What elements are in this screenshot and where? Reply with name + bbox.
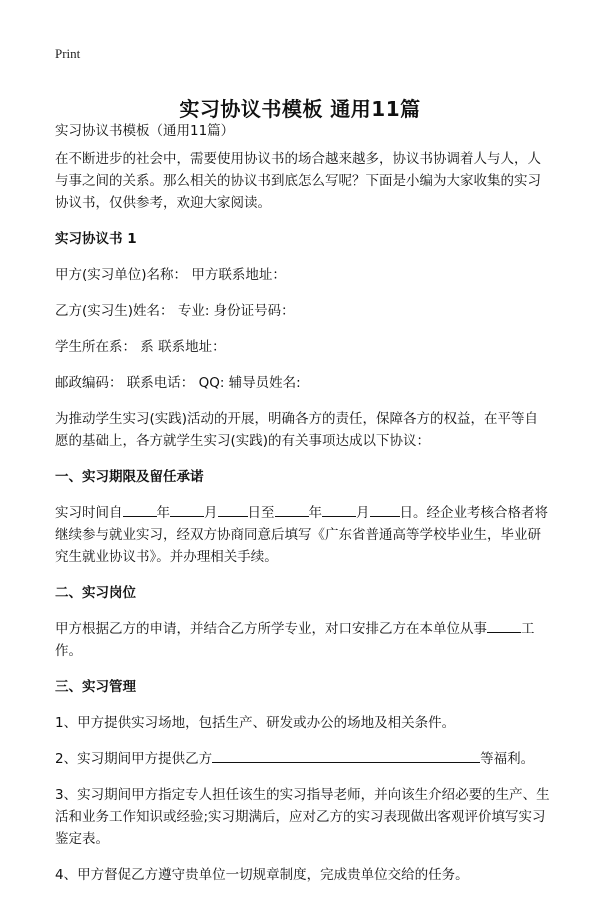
management-item-4: 4、甲方督促乙方遵守贵单位一切规章制度，完成贵单位交给的任务。	[55, 867, 469, 883]
management-item-2	[55, 748, 550, 770]
blank-start-day	[218, 502, 248, 517]
preamble-paragraph: 为推动学生实习(实践)活动的开展，明确各方的责任，保障各方的权益，在平等自愿的基础上，各方就学生实习(实践)的有关事项达成以下协议：	[55, 411, 539, 449]
period-paragraph	[55, 502, 550, 568]
school-line: 学生所在系： 系 联系地址：	[55, 339, 226, 355]
document-body	[55, 120, 550, 900]
party-a-line: 甲方(实习单位)名称： 甲方联系地址：	[55, 267, 286, 283]
item2-text-after: 等福利。	[480, 751, 535, 767]
party-b-line: 乙方(实习生)姓名： 专业: 身份证号码：	[55, 303, 295, 319]
blank-start-month	[170, 502, 204, 517]
contact-line: 邮政编码： 联系电话： QQ: 辅导员姓名:	[55, 375, 301, 391]
position-text-after: 工作。	[55, 621, 535, 659]
intro-paragraph: 在不断进步的社会中，需要使用协议书的场合越来越多，协议书协调着人与人，人与事之间的关系。那么相关的协议书到底怎么写呢？下面是小编为大家收集的实习协议书，仅供参考，欢迎大家阅读。	[55, 151, 541, 211]
print-link[interactable]: Print	[55, 46, 81, 61]
blank-end-day	[370, 502, 400, 517]
agreement-1-heading: 实习协议书 1	[55, 231, 137, 247]
period-year-label: 年	[156, 505, 170, 521]
blank-benefits	[212, 748, 480, 763]
position-text-before: 甲方根据乙方的申请，并结合乙方所学专业，对口安排乙方在本单位从事	[55, 621, 487, 637]
period-text-end: 日。经企业考核合格者将继续参与就业实习，经双方协商同意后填写《广东省普通高等学校毕业生，毕业研究生就业协议书》。并办理相关手续。	[55, 505, 548, 565]
position-paragraph	[55, 618, 550, 662]
blank-end-year	[275, 502, 309, 517]
period-year-label-2: 年	[308, 505, 322, 521]
blank-position	[487, 618, 521, 633]
section-position-heading: 二、实习岗位	[55, 585, 136, 601]
section-period-heading: 一、实习期限及留任承诺	[55, 469, 204, 485]
period-text-start: 实习时间自	[55, 505, 123, 521]
document-title: 实习协议书模板 通用11篇	[179, 97, 421, 122]
document-subtitle: 实习协议书模板（通用11篇）	[55, 123, 235, 139]
blank-start-year	[123, 502, 157, 517]
section-management-heading: 三、实习管理	[55, 679, 136, 695]
blank-end-month	[322, 502, 356, 517]
period-day-to-label: 日至	[247, 505, 275, 521]
period-month-label: 月	[204, 505, 218, 521]
period-month-label-2: 月	[356, 505, 370, 521]
item2-text-before: 2、实习期间甲方提供乙方	[55, 751, 213, 767]
management-item-1: 1、甲方提供实习场地，包括生产、研发或办公的场地及相关条件。	[55, 715, 456, 731]
management-item-3: 3、实习期间甲方指定专人担任该生的实习指导老师，并向该生介绍必要的生产、生活和业务工作知识或经验;实习期满后，应对乙方的实习表现做出客观评价填写实习鉴定表。	[55, 787, 550, 847]
